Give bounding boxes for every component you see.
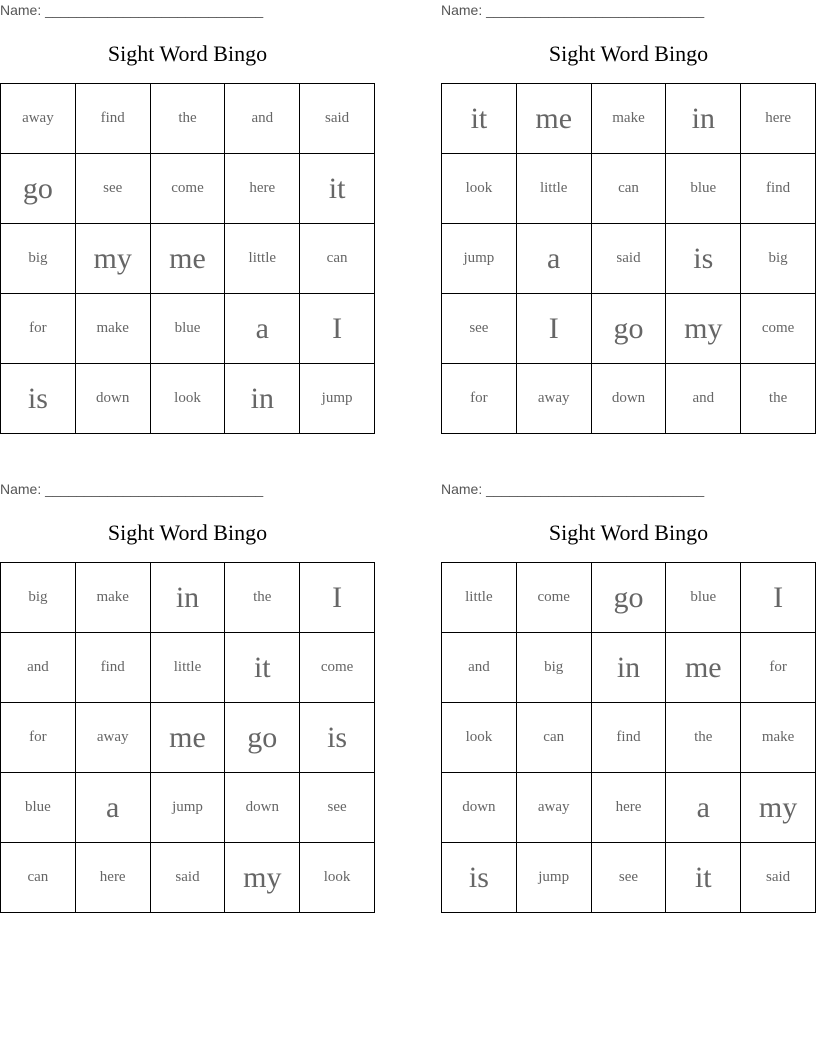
bingo-grid [0,83,375,434]
bingo-cell: for [741,633,816,703]
bingo-cell: my [76,224,151,294]
bingo-cell: find [592,703,667,773]
bingo-cell: go [1,154,76,224]
bingo-cell: here [592,773,667,843]
bingo-cell: a [517,224,592,294]
name-label: Name: ____________________________ [441,2,705,18]
bingo-cell: come [300,633,375,703]
bingo-cell: in [592,633,667,703]
bingo-grid [0,562,375,913]
bingo-cell: said [300,84,375,154]
bingo-cell: for [1,703,76,773]
bingo-cell: is [300,703,375,773]
bingo-cell: little [151,633,226,703]
bingo-cell: for [1,294,76,364]
bingo-cell: make [76,563,151,633]
card-title: Sight Word Bingo [107,41,268,66]
bingo-cell: see [592,843,667,913]
bingo-cell: blue [666,154,741,224]
card-title: Sight Word Bingo [107,520,268,545]
bingo-cell: find [76,633,151,703]
bingo-cell: down [225,773,300,843]
bingo-cell: away [517,773,592,843]
bingo-cell: make [76,294,151,364]
bingo-cell: big [517,633,592,703]
bingo-cell: down [76,364,151,434]
bingo-cell: jump [151,773,226,843]
bingo-cell: in [225,364,300,434]
name-label: Name: ____________________________ [441,481,705,497]
bingo-cell: make [592,84,667,154]
bingo-cell: find [76,84,151,154]
bingo-cell: blue [1,773,76,843]
bingo-cell: my [741,773,816,843]
bingo-cell: it [300,154,375,224]
bingo-cell: in [151,563,226,633]
bingo-cell: is [442,843,517,913]
bingo-cell: come [517,563,592,633]
bingo-cell: and [442,633,517,703]
bingo-cell: jump [442,224,517,294]
bingo-cell: big [1,224,76,294]
bingo-cell: see [76,154,151,224]
bingo-cell: in [666,84,741,154]
bingo-cell: away [517,364,592,434]
bingo-cell: I [517,294,592,364]
bingo-cell: a [76,773,151,843]
bingo-cell: little [517,154,592,224]
bingo-cell: the [151,84,226,154]
bingo-grid [441,83,816,434]
bingo-cell: down [442,773,517,843]
bingo-cell: the [666,703,741,773]
bingo-cell: said [741,843,816,913]
bingo-cell: look [300,843,375,913]
bingo-grid [441,562,816,913]
bingo-cell: jump [300,364,375,434]
card-title: Sight Word Bingo [548,41,709,66]
bingo-cell: little [442,563,517,633]
bingo-cell: is [666,224,741,294]
bingo-cell: it [666,843,741,913]
bingo-cell: me [666,633,741,703]
bingo-cell: go [592,563,667,633]
bingo-cell: little [225,224,300,294]
bingo-cell: go [225,703,300,773]
name-label: Name: ____________________________ [0,481,264,497]
bingo-cell: I [300,563,375,633]
bingo-cell: and [666,364,741,434]
bingo-cell: come [151,154,226,224]
bingo-cell: blue [151,294,226,364]
bingo-cell: see [442,294,517,364]
bingo-cell: it [225,633,300,703]
bingo-cell: look [442,154,517,224]
bingo-cell: is [1,364,76,434]
bingo-cell: big [1,563,76,633]
bingo-cell: my [666,294,741,364]
bingo-cell: a [666,773,741,843]
bingo-cell: here [225,154,300,224]
bingo-cell: down [592,364,667,434]
bingo-cell: see [300,773,375,843]
bingo-cell: the [225,563,300,633]
bingo-cell: can [517,703,592,773]
bingo-cell: big [741,224,816,294]
bingo-cell: and [225,84,300,154]
bingo-cell: a [225,294,300,364]
bingo-cell: can [300,224,375,294]
bingo-cell: blue [666,563,741,633]
bingo-cell: can [1,843,76,913]
bingo-cell: look [151,364,226,434]
bingo-cell: me [517,84,592,154]
bingo-cell: can [592,154,667,224]
bingo-cell: said [592,224,667,294]
bingo-cell: come [741,294,816,364]
bingo-cell: and [1,633,76,703]
bingo-cell: jump [517,843,592,913]
bingo-cell: for [442,364,517,434]
bingo-cell: away [76,703,151,773]
bingo-cell: the [741,364,816,434]
bingo-cell: me [151,703,226,773]
bingo-cell: away [1,84,76,154]
card-title: Sight Word Bingo [548,520,709,545]
name-label: Name: ____________________________ [0,2,264,18]
bingo-cell: here [76,843,151,913]
bingo-cell: make [741,703,816,773]
bingo-cell: my [225,843,300,913]
bingo-cell: find [741,154,816,224]
bingo-cell: me [151,224,226,294]
bingo-cell: go [592,294,667,364]
bingo-cell: I [300,294,375,364]
bingo-cell: said [151,843,226,913]
bingo-cell: I [741,563,816,633]
bingo-cell: here [741,84,816,154]
bingo-cell: look [442,703,517,773]
bingo-cell: it [442,84,517,154]
